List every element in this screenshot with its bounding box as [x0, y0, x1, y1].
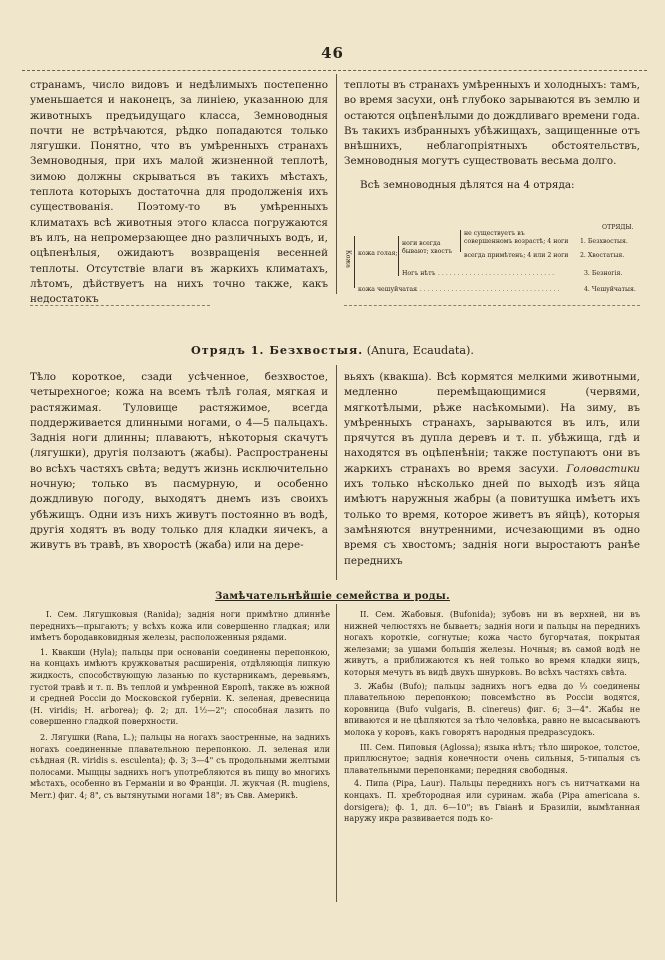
- top-left-column: [30, 78, 328, 307]
- order-title-latin: (Anura, Ecaudata).: [366, 344, 474, 357]
- mid-right-part-b: ихъ только нѣсколько дней по выходѣ изъ яйца имѣютъ наружныя жабры (а повитушка имѣетъ ихъ только то время, которое живетъ въ яйцѣ), которыя замѣняются внутренними, исчезающими въ одно время съ хвостомъ; заднiя ноги выростаютъ ранѣе переднихъ: [344, 478, 640, 567]
- key-nude: кожа голая;: [358, 250, 398, 257]
- key-dots-4: . . . . . . . . . . . . . . . . . . . . . . . . . . . . . . . . . . . . . .: [412, 286, 560, 293]
- families-right-column: [344, 606, 640, 825]
- family-3-head: III. Сем. Пиповыя (Aglossa); языка нѣтъ; тѣло широкое, толстое, приплюснутое; заднiя конечности очень сильныя, 5-типалыя съ плавательными перепонками; передняя свободныя.: [344, 741, 640, 775]
- genus-2: 2. Лягушки (Rana, L.); пальцы на ногахъ заостренные, на заднихъ ногахъ соединенные плавательною перепонкою. Л. зеленая или съѣдная (R. viridis s. esculenta); ф. 3; 3—4" съ продольными желтыми полосами. Мыщцы заднихъ ногъ употребляются въ пищу во многихъ мѣстахъ, особенно въ Германiи и во Францiи. Л. жукчая (R. mugiens, Merr.) фиг. 4; 8", съ вытянутыми ногами 18"; въ Свв. Америкѣ.: [30, 731, 330, 800]
- key-order-3: 3. Безногiя.: [584, 270, 623, 277]
- section-divider-1: [30, 305, 210, 306]
- key-scaly: кожа чешуйчатая: [358, 286, 418, 293]
- top-left-text: странамъ, число видовъ и недѣлимыхъ постепенно уменьшается и наконецъ, за линiею, указанною для животныхъ предъидущаго класса, Земноводныя почти не встрѣчаются, рѣдко попадаются только лягушки. Понятно, что въ умѣренныхъ странахъ Земноводныя, при ихъ малой жизненной теплотѣ, зимою должны скрываться въ такихъ мѣстахъ, теплота которыхъ достаточна для продолженiя ихъ существованiя. Поэтому-то въ умѣренныхъ климатахъ всѣ животныя этого класса погружаются въ илъ, на непромерзающее дно различныхъ водъ, и, оцѣпенѣлыя, ожидаютъ возвращенiя весенней теплоты. Отсутствiе влаги въ жаркихъ климатахъ, лѣтомъ, дѣйствуетъ на нихъ точно также, какъ недостатокъ: [30, 79, 328, 306]
- key-brace-nude: [398, 236, 399, 276]
- mid-right-part-a: вьяхъ (квакша). Всѣ кормятся мелкими животными, медленно перемѣщающимися (червями, мягкотѣлыми, рѣже насѣкомыми). На зиму, въ умѣренныхъ странахъ, зарываются въ илъ, или прячутся въ дупла деревъ и т. п. убѣжища, гдѣ и находятся въ оцѣпенѣнiи; также поступаютъ они въ жаркихъ странахъ во время засухи.: [344, 371, 640, 475]
- top-right-column: [344, 78, 640, 193]
- key-side-label: Кожа: [344, 250, 352, 268]
- order-title-bold: Отрядъ 1. Безхвостыя.: [191, 343, 364, 357]
- section-divider-2: [344, 305, 640, 306]
- top-right-text: теплоты въ странахъ умѣренныхъ и холодныхъ: тамъ, во время засухи, онѣ глубоко зарываются въ землю и остаются оцѣпенѣлыми до дождливаго времени года. Въ такихъ избранныхъ убѣжищахъ, защищенные отъ внѣшнихъ, неблагопрiятныхъ обстоятельствъ, Земноводныя могутъ существовать весьма долго.: [344, 79, 640, 168]
- orders-intro: Всѣ земноводныя дѣлятся на 4 отряда:: [360, 178, 575, 191]
- genus-1: 1. Квакши (Hyla); пальцы при основанiи соединены перепонкою, на концахъ имѣютъ кружковатыя расширенiя, отдѣляющiя липкую жидкость, способствующую лазанью по кустарникамъ, деревьямъ, густой травѣ и т. п. Въ теплой и умѣренной Европѣ, также въ южной и средней Россiи до Московской губернiи. К. зеленая, древесница (H. viridis; H. arborea); ф. 2; дл. 1½—2"; способная лазить по совершенно гладкой поверхности.: [30, 646, 330, 727]
- header-rule: [22, 70, 647, 71]
- orders-key: [344, 224, 648, 293]
- page-number: 46: [321, 44, 344, 62]
- column-divider-mid: [336, 365, 337, 580]
- family-1-head: I. Сем. Лягушковыя (Ranida); заднiя ноги примѣтно длиннѣе переднихъ—прыгаютъ; у всѣхъ кожа или совершенно гладкая; или имѣетъ бородавковидныя железы, расположенныя рядами.: [30, 609, 330, 643]
- column-divider-bottom: [336, 604, 337, 902]
- mid-right-text: [344, 370, 640, 569]
- key-tail-always: всегда примѣтенъ; 4 или 2 ноги: [464, 252, 569, 259]
- key-order-2: 2. Хвостатыя.: [580, 252, 625, 259]
- key-no-legs: Ногъ нѣтъ: [402, 270, 436, 277]
- genus-3: 3. Жабы (Bufo); пальцы заднихъ ногъ едва до ⅓ соединены плавательною перепонкою; повсемѣстно въ Россiи водятся, коровница (Bufo vulgaris, B. cinereus) фиг. 6; 3—4". Жабы не впиваются и не цѣпляются за тѣло человѣка, равно не высасываютъ молока у коровъ, какъ говорятъ народныя предразсудокъ.: [344, 680, 640, 737]
- family-2-head: II. Сем. Жабовыя. (Bufonida); зубовъ ни въ верхней, ни въ нижней челюстяхъ не бываетъ; заднiя ноги и пальцы на переднихъ ногахъ короткiе, согнутые; кожа часто бугорчатая, покрытая железами; за ушами большiя железы. Ночныя; въ самой водѣ не живутъ, а приближаются къ ней только во время кладки яицъ, которыя мечутъ въ видѣ двухъ шнурковъ. Во всѣхъ частяхъ свѣта.: [344, 609, 640, 677]
- order-title: [0, 343, 665, 357]
- key-order-4: 4. Чешуйчатыя.: [584, 286, 636, 293]
- mid-right-column: [344, 370, 640, 569]
- mid-right-tadpoles: Головастики: [566, 462, 640, 475]
- key-legs-always: ноги всегда бывают; хвостъ: [402, 240, 453, 255]
- key-order-1: 1. Безхвостыя.: [580, 238, 628, 245]
- key-tail-kept: не существуетъ въ совершенномъ возрастѣ; 4 ноги: [464, 230, 569, 245]
- families-left-column: [30, 606, 330, 802]
- mid-left-text: Тѣло короткое, сзади усѣченное, безхвостое, четырехногое; кожа на всемъ тѣлѣ голая, мягкая и растяжимая. Туловище растяжимое, всегда поддерживается длинными ногами, о 4—5 пальцахъ. Заднiя ноги длинны; плаваютъ, нѣкоторыя скачутъ (лягушки), другiя ползаютъ (жабы). Распространены во всѣхъ частяхъ свѣта; ведутъ жизнь исключительно ночную; только въ пасмурную, и особенно дождливую погоду, выходятъ днемъ изъ своихъ убѣжищъ. Одни изъ нихъ живутъ постоянно въ водѣ, другiя ходятъ въ воду только для кладки яичекъ, а живутъ въ травѣ, въ хворостѣ (жаба) или на дере-: [30, 371, 328, 552]
- column-divider-top: [336, 74, 337, 294]
- key-dots-3: . . . . . . . . . . . . . . . . . . . . . . . . . . . . . .: [438, 270, 555, 277]
- key-brace-outer: [354, 236, 355, 288]
- section-title: Замѣчательнѣйшiе семейства и роды.: [215, 591, 450, 602]
- genus-4: 4. Пипа (Pipa, Laur). Пальцы переднихъ ногъ съ нитчатками на концахъ. П. хребтородная или суринам. жаба (Pipa americana s. dorsigera); ф. 1, дл. 6—10"; въ Гвiанѣ и Бразилiи, вымѣтанная наружу икра развивается подъ ко-: [344, 778, 640, 824]
- mid-left-column: [30, 370, 328, 554]
- key-brace-tail: [460, 230, 461, 252]
- key-header: ОТРЯДЫ.: [602, 224, 634, 231]
